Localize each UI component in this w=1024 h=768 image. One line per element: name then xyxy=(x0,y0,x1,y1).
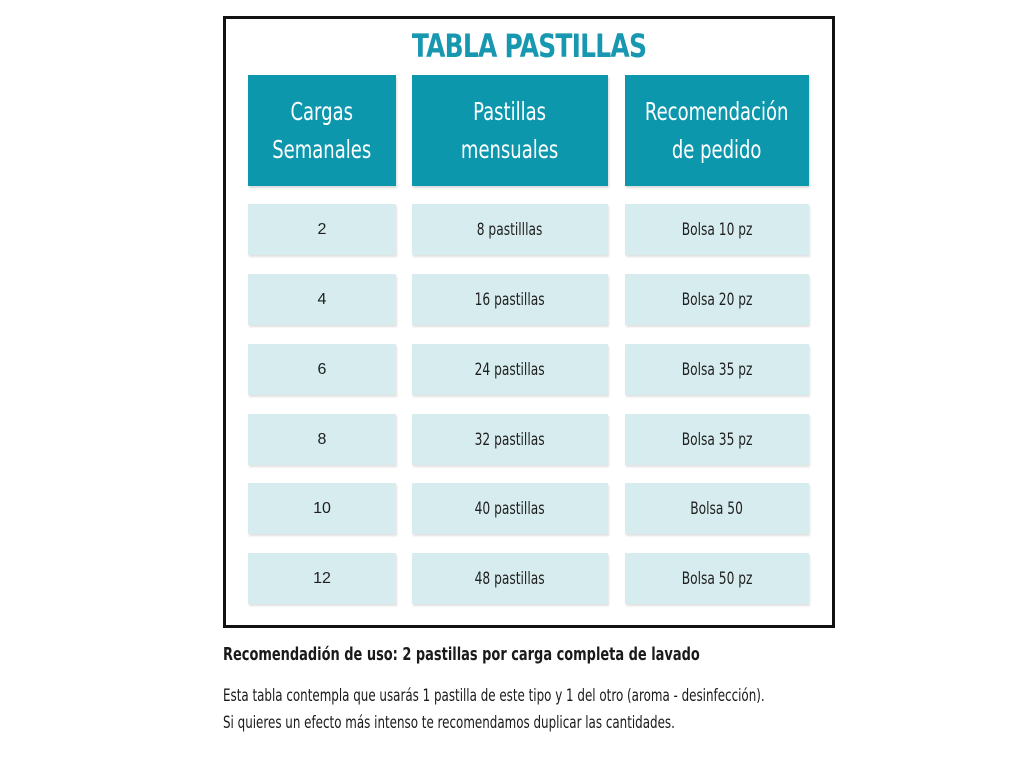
cell-pastillas xyxy=(412,414,608,465)
cell-pedido xyxy=(625,553,809,604)
usage-recommendation: Recomendadión de uso: 2 pastillas por carga completa de lavado xyxy=(223,644,700,665)
note-line-2: Si quieres un efecto más intenso te recomendamos duplicar las cantidades. xyxy=(223,713,675,733)
cell-cargas xyxy=(248,414,396,465)
cell-value: 4 xyxy=(317,290,327,308)
cell-value: Bolsa 35 pz xyxy=(681,359,753,380)
cell-pastillas xyxy=(412,344,608,395)
cell-value: Bolsa 35 pz xyxy=(681,429,753,450)
cell-cargas xyxy=(248,483,396,534)
cell-pedido xyxy=(625,204,809,255)
table-frame xyxy=(223,16,835,628)
cell-value: 6 xyxy=(317,360,327,378)
cell-pedido xyxy=(625,344,809,395)
cell-cargas xyxy=(248,553,396,604)
cell-pastillas xyxy=(412,553,608,604)
cell-value: Bolsa 50 pz xyxy=(681,568,753,589)
header-pastillas-mensuales xyxy=(412,75,608,186)
cell-pedido xyxy=(625,414,809,465)
header-cargas-semanales xyxy=(248,75,396,186)
cell-value: 8 xyxy=(317,430,327,448)
cell-value: 16 pastillas xyxy=(475,289,545,310)
cell-value: 24 pastillas xyxy=(475,359,545,380)
cell-value: Bolsa 50 xyxy=(690,498,744,519)
cell-pastillas xyxy=(412,204,608,255)
note-line-1: Esta tabla contempla que usarás 1 pastilla de este tipo y 1 del otro (aroma - desinfección). xyxy=(223,686,765,706)
cell-cargas xyxy=(248,274,396,325)
cell-value: 10 xyxy=(313,499,331,517)
cell-value: 40 pastillas xyxy=(475,498,545,519)
cell-pastillas xyxy=(412,483,608,534)
cell-value: Bolsa 10 pz xyxy=(681,219,753,240)
cell-cargas xyxy=(248,344,396,395)
table-title: TABLA PASTILLAS xyxy=(411,27,647,65)
cell-cargas xyxy=(248,204,396,255)
cell-pedido xyxy=(625,483,809,534)
cell-value: 32 pastillas xyxy=(475,429,545,450)
cell-value: 12 xyxy=(313,569,331,587)
cell-value: 2 xyxy=(317,220,327,238)
cell-value: Bolsa 20 pz xyxy=(681,289,753,310)
cell-value: 8 pastilllas xyxy=(477,219,543,240)
cell-pedido xyxy=(625,274,809,325)
header-recomendacion-pedido xyxy=(625,75,809,186)
cell-pastillas xyxy=(412,274,608,325)
header-label: Recomendación de pedido xyxy=(645,96,789,164)
header-label: Pastillas mensuales xyxy=(461,96,559,164)
cell-value: 48 pastillas xyxy=(475,568,545,589)
header-label: Cargas Semanales xyxy=(272,96,372,164)
